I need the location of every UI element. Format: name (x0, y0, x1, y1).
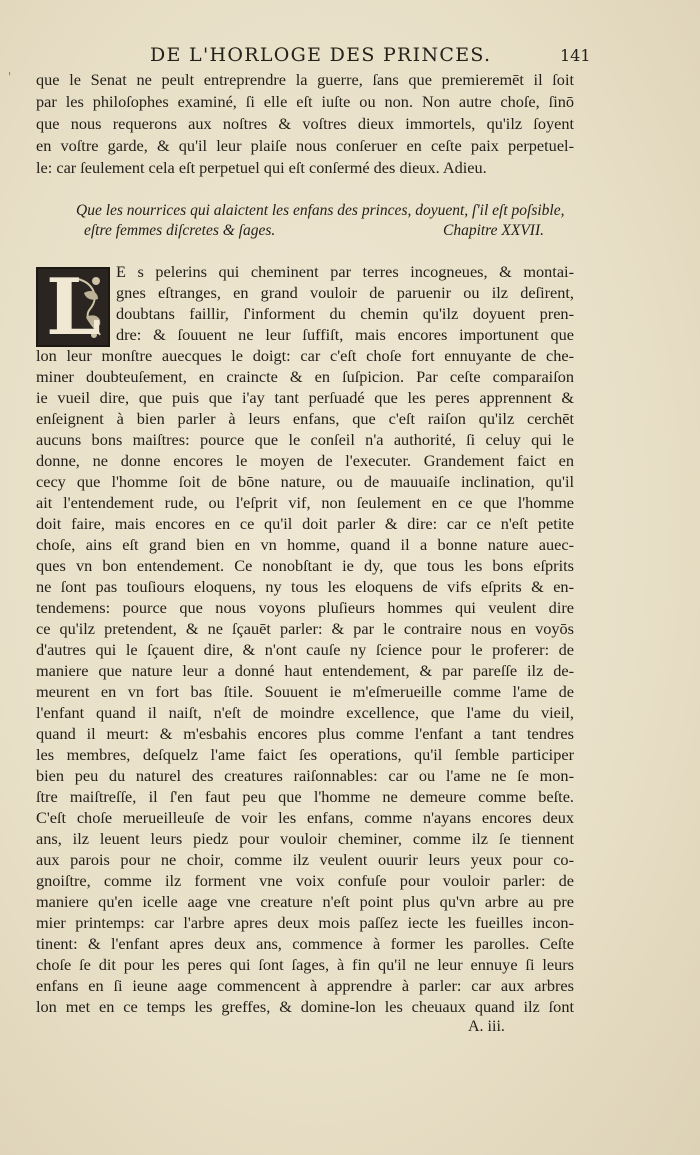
text-line: en voſtre garde, & qu'il leur plaiſe nous conſeruer en ceſte paix perpetuel- (36, 136, 574, 155)
chapter-heading-row (84, 222, 544, 240)
text-line: E s pelerins qui cheminent par terres incogneues, & montai- (116, 262, 574, 281)
text-line: par les philoſophes examiné, ſi elle eſt iuſte ou non. Non autre choſe, ſinō (36, 92, 574, 111)
decorated-initial (36, 262, 110, 353)
text-line: gnes eſtranges, en grand vouloir de paruenir ou ilz deſirent, (116, 283, 574, 302)
page-number: 141 (560, 46, 591, 65)
text-line: ans, ilz leuent leurs piedz pour vouloir cheminer, comme ilz ſe tiennent (36, 829, 574, 848)
chapter-number: Chapitre XXVII. (442, 222, 544, 239)
text-line: d'autres qui le ſçauent dire, & n'ont cauſe ny ſcience pour le proferer: de (36, 640, 574, 659)
text-line: que le Senat ne peult entreprendre la guerre, ſans que premieremēt il ſoit (36, 70, 574, 89)
text-line: lon met en ce temps les greffes, & domine-lon les cheuaux quand ilz ſont (36, 997, 574, 1016)
text-line: mier printemps: car l'arbre apres deux mois paſſez iecte les fueilles incon- (36, 913, 574, 932)
text-line: aux parois pour ne choir, comme ilz veulent ouurir leurs yeux pour co- (36, 850, 574, 869)
chapter-title-line: Que les nourrices qui alaictent les enfans des princes, doyuent, ſ'il eſt poſsible, (76, 202, 565, 219)
text-line: tendemens: pource que nous voyons pluſieurs hommes qui veulent dire (36, 598, 574, 617)
drop-cap-letter: L (46, 262, 101, 353)
text-line: C'eſt choſe merueilleuſe de voir les enfans, comme n'ayans encores deux (36, 808, 574, 827)
text-line: dre: & ſouuent ne leur ſuffiſt, mais encores importunent que (116, 325, 574, 344)
text-line: lon leur monſtre auecques le doigt: car c'eſt choſe fort ennuyante de che- (36, 346, 574, 365)
text-line: que nous requerons aux noſtres & voſtres dieux immortels, qu'ilz ſoyent (36, 114, 574, 133)
text-line: doubtans faillir, ſ'informent du chemin qu'ilz doyuent pren- (116, 304, 574, 323)
text-line: tinent: & l'enfant apres deux ans, commence à former les parolles. Ceſte (36, 934, 574, 953)
text-line: aucuns bons maiſtres: pource que le conſeil n'a authorité, ſi celuy qui le (36, 430, 574, 449)
text-line: ques vn bon entendement. Ce nonobſtant ie dy, que tous les bons eſprits (36, 556, 574, 575)
text-line: gnoiſtre, comme ilz forment vne voix confuſe pour vouloir parler: de (36, 871, 574, 890)
text-line: cecy que l'homme ſoit de bōne nature, ou de mauuaiſe inclination, qu'il (36, 472, 574, 491)
text-line: enſeignent à bien parler à leurs enfans, que c'eſt raiſon qu'ilz cerchēt (36, 409, 574, 428)
page-header (0, 44, 700, 70)
text-line: l'enfant quand il naiſt, n'eſt de moindre excellence, que l'ame du vieil, (36, 703, 574, 722)
text-line: donne, ne donne encores le moyen de l'executer. Grandement faict en (36, 451, 574, 470)
text-line: ne ſont pas touſiours eloquens, ny tous les eloquens de vifs eſprits & en- (36, 577, 574, 596)
text-line: ie vueil dire, que puis que i'ay tant perſuadé que les peres apprennent & (36, 388, 574, 407)
text-line: choſe, ains eſt grand bien en vn homme, quand il a bonne nature auec- (36, 535, 574, 554)
text-line: bien peu du naturel des creatures raiſonnables: car ou l'ame ne ſe mon- (36, 766, 574, 785)
text-line: maniere qu'en icelle aage vne creature n'eſt point plus qu'vn arbre au pre (36, 892, 574, 911)
text-line: doit faire, mais encores en ce qu'il doit parler & dire: car ce n'eſt petite (36, 514, 574, 533)
signature-mark: A. iii. (468, 1018, 505, 1035)
text-line: ſtre maiſtreſſe, il ſ'en faut peu que l'homme ne demeure comme beſte. (36, 787, 574, 806)
margin-mark: ' (8, 70, 12, 84)
chapter-title-line: eſtre femmes diſcretes & ſages. (84, 222, 276, 239)
text-line: meurent en vn fort bas ſtile. Souuent ie m'eſmerueille comme l'ame de (36, 682, 574, 701)
text-line: ait l'entendement rude, ou l'eſprit vif, non ſeulement en ce que l'homme (36, 493, 574, 512)
text-line: enfans en ſi ieune aage commencent à apprendre à parler: car aux arbres (36, 976, 574, 995)
text-line: choſe ſe dit pour les peres qui ſont ſages, à fin qu'il ne leur ennuye ſi leurs (36, 955, 574, 974)
text-line: le: car ſeulement cela eſt perpetuel qui eſt conſermé des dieux. Adieu. (36, 158, 487, 177)
text-line: maniere que nature leur a donné haut entendement, & par pareſſe ilz de- (36, 661, 574, 680)
text-line: les membres, deſquelz l'ame faict ſes operations, qu'il ſemble participer (36, 745, 574, 764)
running-head: DE L'HORLOGE DES PRINCES. (150, 44, 492, 66)
text-line: ce qu'ilz pretendent, & ne ſçauēt parler: & par le contraire nous en voyōs (36, 619, 574, 638)
text-line: quand il meurt: & m'esbahis encores plus comme l'enfant a tant tendres (36, 724, 574, 743)
text-line: miner doubteuſement, en craincte & en ſuſpicion. Par ceſte comparaiſon (36, 367, 574, 386)
